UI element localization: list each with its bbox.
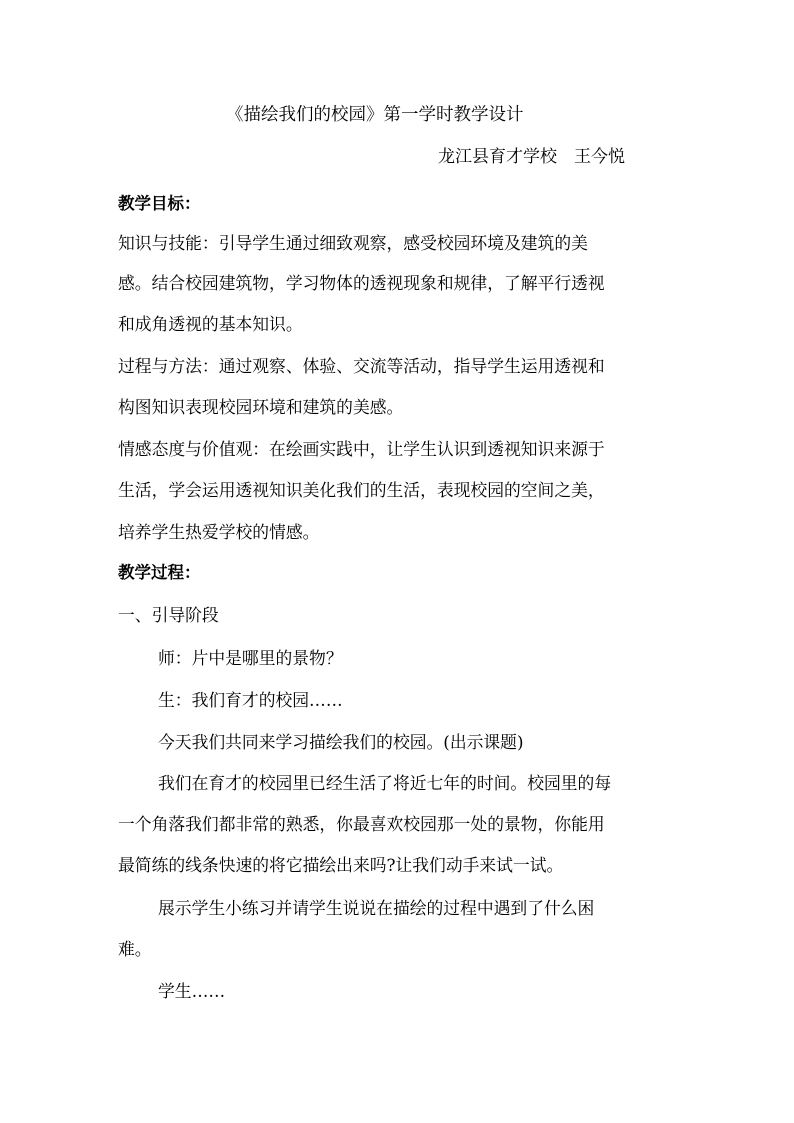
objectives-line: 过程与方法：通过观察、体验、交流等活动，指导学生运用透视和: [118, 356, 605, 376]
paragraph-line: 一个角落我们都非常的熟悉，你最喜欢校园那一处的景物，你能用: [118, 814, 605, 834]
paragraph-line: 最简练的线条快速的将它描绘出来吗?让我们动手来试一试。: [118, 855, 564, 875]
objectives-line: 构图知识表现校园环境和建筑的美感。: [118, 397, 404, 417]
objectives-line: 生活，学会运用透视知识美化我们的生活，表现校园的空间之美，: [118, 480, 605, 500]
objectives-line: 培养学生热爱学校的情感。: [118, 522, 320, 542]
section-heading: 一、引导阶段: [118, 605, 219, 625]
paragraph-line: 展示学生小练习并请学生说说在描绘的过程中遇到了什么困: [158, 898, 595, 918]
objectives-line: 情感态度与价值观：在绘画实践中，让学生认识到透视知识来源于: [118, 439, 605, 459]
objectives-line: 知识与技能：引导学生通过细致观察，感受校园环境及建筑的美: [118, 233, 588, 253]
objectives-line: 感。结合校园建筑物，学习物体的透视现象和规律，了解平行透视: [118, 273, 605, 293]
dialogue-line: 师：片中是哪里的景物？: [158, 648, 343, 668]
paragraph-line: 难。: [118, 939, 152, 959]
dialogue-line: 生：我们育才的校园……: [158, 690, 343, 710]
dialogue-line: 今天我们共同来学习描绘我们的校园。(出示课题): [158, 732, 524, 752]
objectives-line: 和成角透视的基本知识。: [118, 314, 303, 334]
document-author: 龙江县育才学校 王今悦: [438, 147, 625, 167]
document-title: 《描绘我们的校园》第一学时教学设计: [226, 105, 524, 125]
process-heading: 教学过程：: [118, 563, 201, 582]
paragraph-line: 我们在育才的校园里已经生活了将近七年的时间。校园里的每: [158, 773, 612, 793]
objectives-heading: 教学目标：: [118, 194, 201, 213]
paragraph-line: 学生……: [158, 981, 226, 1001]
